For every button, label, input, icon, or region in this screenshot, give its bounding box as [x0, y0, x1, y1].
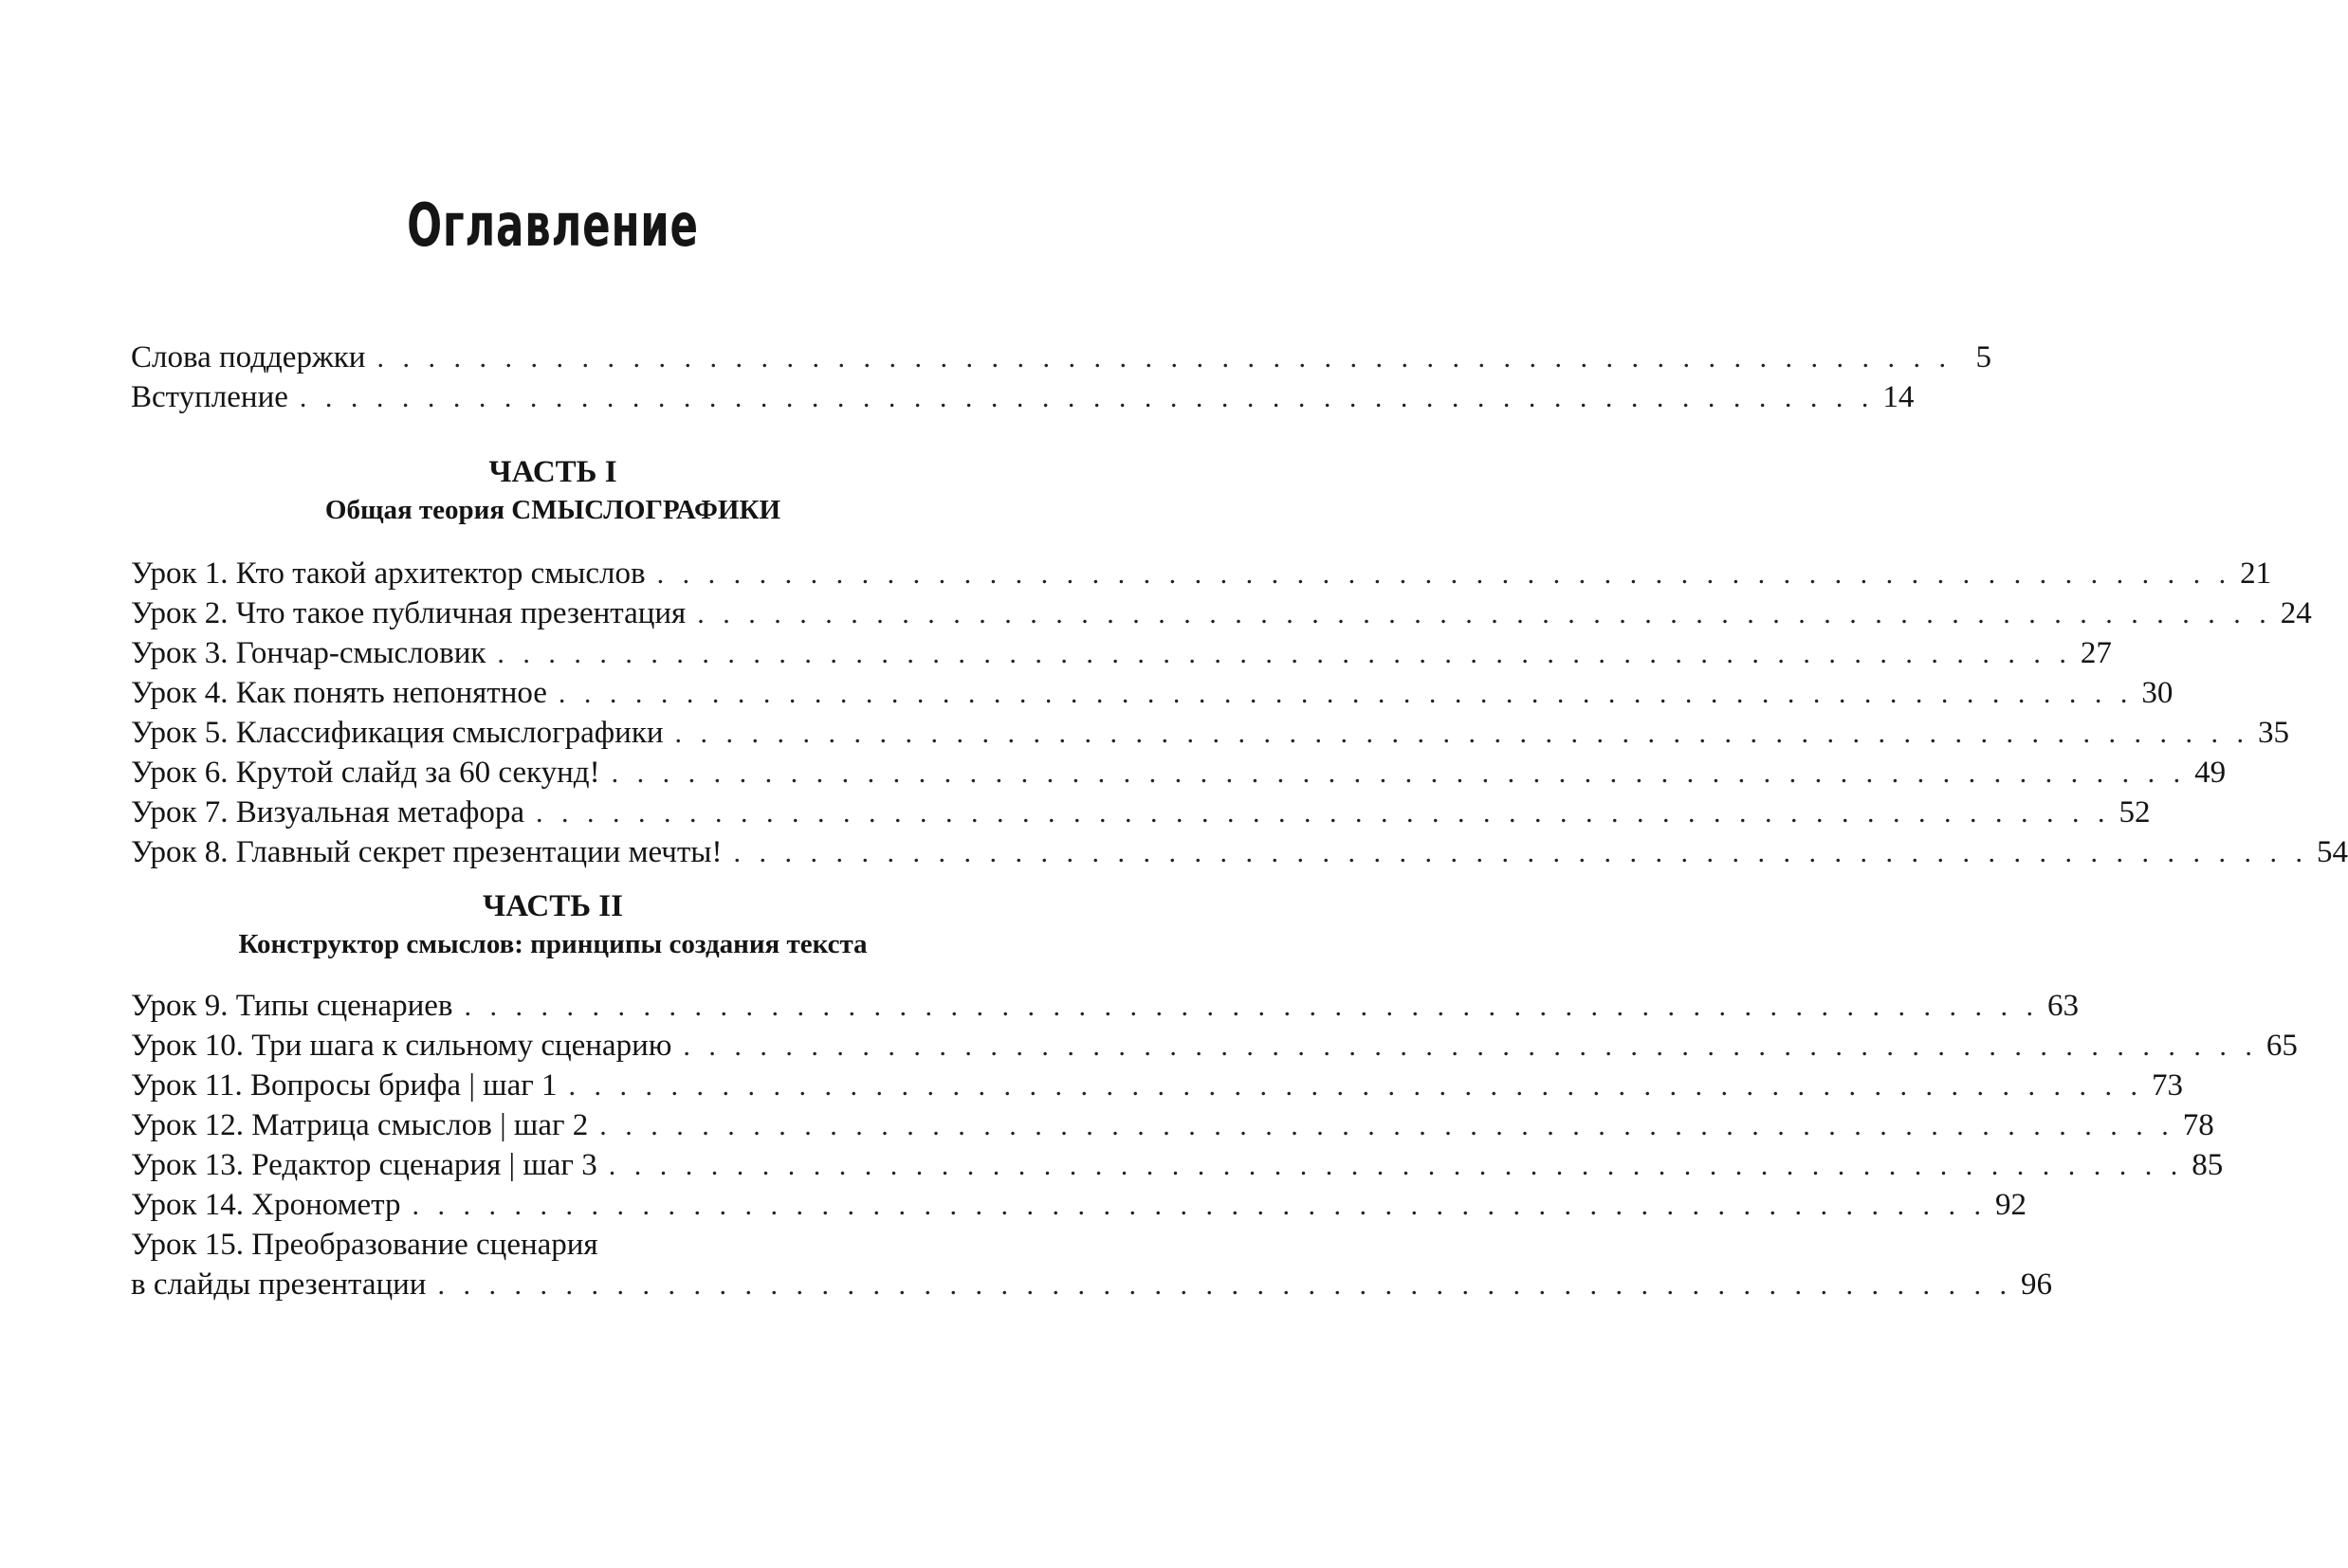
part-2-number: ЧАСТЬ II: [482, 889, 623, 923]
toc-entry: [131, 832, 2348, 872]
toc-entry: [131, 1066, 2184, 1105]
part-1-heading: [0, 453, 1106, 529]
toc-entry: [131, 337, 1991, 377]
toc-entry-page: 24: [2280, 596, 2312, 630]
toc-entry-label: Урок 14. Хронометр: [131, 1188, 401, 1222]
toc-entry-page: 65: [2265, 1029, 2298, 1063]
dot-leader: . . . . . . . . . . . . . . . . . . . . . . . . . . . . . . . . . . . . . . . . . . . . . . . . . . . . . . . . . . . . . .: [299, 382, 1875, 413]
dot-leader: . . . . . . . . . . . . . . . . . . . . . . . . . . . . . . . . . . . . . . . . . . . . . . . . . . . . . . . . . . . . . .: [497, 638, 2072, 669]
toc-entry-label: Урок 5. Классификация смыслографики: [131, 716, 664, 750]
toc-entry-label: Урок 1. Кто такой архитектор смыслов: [131, 556, 646, 591]
toc-entry-page: 27: [2080, 636, 2112, 670]
dot-leader: . . . . . . . . . . . . . . . . . . . . . . . . . . . . . . . . . . . . . . . . . . . . . . . . . . . . . . . . . . . . . .: [697, 598, 2272, 629]
toc-entry-label: Урок 12. Матрица смыслов | шаг 2: [131, 1108, 589, 1142]
toc-front-matter: [131, 337, 1991, 417]
toc-part-1: [131, 554, 2348, 872]
toc-entry-label: Урок 8. Главный секрет презентации мечты!: [131, 835, 723, 869]
part-2-name: Конструктор смыслов: принципы создания текста: [238, 929, 868, 959]
dot-leader: . . . . . . . . . . . . . . . . . . . . . . . . . . . . . . . . . . . . . . . . . . . . . . . . . . . . . . . . . . . . . .: [674, 718, 2250, 749]
toc-entry-page: 78: [2182, 1108, 2214, 1142]
toc-entry: [131, 554, 2272, 593]
toc-entry-page: 54: [2316, 835, 2348, 869]
toc-entry-label: Урок 6. Крутой слайд за 60 секунд!: [131, 756, 600, 790]
dot-leader: . . . . . . . . . . . . . . . . . . . . . . . . . . . . . . . . . . . . . . . . . . . . . . . . . . . . . . . . . . . . . .: [733, 837, 2308, 868]
toc-entry-page: 85: [2192, 1148, 2224, 1182]
toc-entry: [131, 1185, 2027, 1225]
dot-leader: . . . . . . . . . . . . . . . . . . . . . . . . . . . . . . . . . . . . . . . . . . . . . . . . . . . . . . . . . . . . . .: [464, 991, 2039, 1022]
toc-entry-label: Слова поддержки: [131, 340, 366, 374]
toc-entry: [131, 593, 2312, 633]
toc-entry-label: Урок 15. Преобразование сценария: [131, 1228, 598, 1262]
toc-entry-label: Урок 13. Редактор сценария | шаг 3: [131, 1148, 597, 1182]
dot-leader: . . . . . . . . . . . . . . . . . . . . . . . . . . . . . . . . . . . . . . . . . . . . . . . . . . . . . . . . . . . . . .: [437, 1269, 2012, 1301]
toc-entry: [131, 673, 2174, 713]
toc-entry-page: 35: [2258, 716, 2290, 750]
toc-entry-page: 73: [2152, 1068, 2184, 1103]
toc-entry: [131, 377, 1915, 417]
toc-entry-page: 30: [2141, 676, 2174, 710]
toc-part-2: [131, 986, 2298, 1304]
dot-leader: . . . . . . . . . . . . . . . . . . . . . . . . . . . . . . . . . . . . . . . . . . . . . . . . . . . . . . . . . . . . . .: [608, 1150, 2184, 1181]
toc-entry-page: 52: [2119, 795, 2151, 830]
part-1-number: ЧАСТЬ I: [488, 455, 617, 489]
toc-entry-page: 21: [2240, 556, 2272, 591]
dot-leader: . . . . . . . . . . . . . . . . . . . . . . . . . . . . . . . . . . . . . . . . . . . . . . . . . . . . . . . . . . . . . .: [611, 757, 2187, 789]
toc-entry-multiline-last: [131, 1265, 2052, 1304]
toc-entry-page: 14: [1882, 380, 1915, 414]
toc-entry: [131, 986, 2079, 1026]
toc-entry-label: Урок 4. Как понять непонятное: [131, 676, 547, 710]
toc-entry-label: Вступление: [131, 380, 288, 414]
toc-entry-label: в слайды презентации: [131, 1267, 427, 1302]
toc-entry: [131, 793, 2151, 832]
dot-leader: . . . . . . . . . . . . . . . . . . . . . . . . . . . . . . . . . . . . . . . . . . . . . . . . . . . . . . . . . . . . . .: [376, 342, 1952, 374]
toc-entry: [131, 713, 2290, 753]
dot-leader: . . . . . . . . . . . . . . . . . . . . . . . . . . . . . . . . . . . . . . . . . . . . . . . . . . . . . . . . . . . . . .: [656, 558, 2232, 590]
dot-leader: . . . . . . . . . . . . . . . . . . . . . . . . . . . . . . . . . . . . . . . . . . . . . . . . . . . . . . . . . . . . . .: [599, 1110, 2174, 1141]
toc-entry: [131, 1105, 2214, 1145]
toc-entry-page: 63: [2046, 989, 2079, 1023]
dot-leader: . . . . . . . . . . . . . . . . . . . . . . . . . . . . . . . . . . . . . . . . . . . . . . . . . . . . . . . . . . . . . .: [536, 797, 2111, 829]
toc-entry-label: Урок 7. Визуальная метафора: [131, 795, 525, 830]
part-2-heading: [0, 887, 1106, 963]
toc-entry-label: Урок 10. Три шага к сильному сценарию: [131, 1029, 672, 1063]
dot-leader: . . . . . . . . . . . . . . . . . . . . . . . . . . . . . . . . . . . . . . . . . . . . . . . . . . . . . . . . . . . . . .: [683, 1030, 2258, 1062]
toc-entry-page: 92: [1994, 1188, 2027, 1222]
toc-entry-page: 5: [1975, 340, 1991, 374]
part-1-name: Общая теория СМЫСЛОГРАФИКИ: [324, 495, 781, 525]
toc-entry-page: 96: [2020, 1267, 2052, 1302]
dot-leader: . . . . . . . . . . . . . . . . . . . . . . . . . . . . . . . . . . . . . . . . . . . . . . . . . . . . . . . . . . . . . .: [568, 1070, 2144, 1102]
toc-entry-page: 49: [2194, 756, 2227, 790]
toc-entry: [131, 1026, 2298, 1066]
dot-leader: . . . . . . . . . . . . . . . . . . . . . . . . . . . . . . . . . . . . . . . . . . . . . . . . . . . . . . . . . . . . . .: [412, 1190, 1987, 1221]
page-title: Оглавление: [407, 191, 699, 260]
toc-entry-label: Урок 9. Типы сценариев: [131, 989, 453, 1023]
toc-entry: [131, 633, 2112, 673]
toc-entry: [131, 753, 2227, 793]
toc-entry: [131, 1145, 2224, 1185]
dot-leader: . . . . . . . . . . . . . . . . . . . . . . . . . . . . . . . . . . . . . . . . . . . . . . . . . . . . . . . . . . . . . .: [558, 678, 2134, 709]
toc-entry-multiline-first: [131, 1225, 952, 1265]
toc-entry-label: Урок 3. Гончар-смысловик: [131, 636, 486, 670]
toc-entry-label: Урок 11. Вопросы брифа | шаг 1: [131, 1068, 558, 1103]
toc-entry-label: Урок 2. Что такое публичная презентация: [131, 596, 687, 630]
